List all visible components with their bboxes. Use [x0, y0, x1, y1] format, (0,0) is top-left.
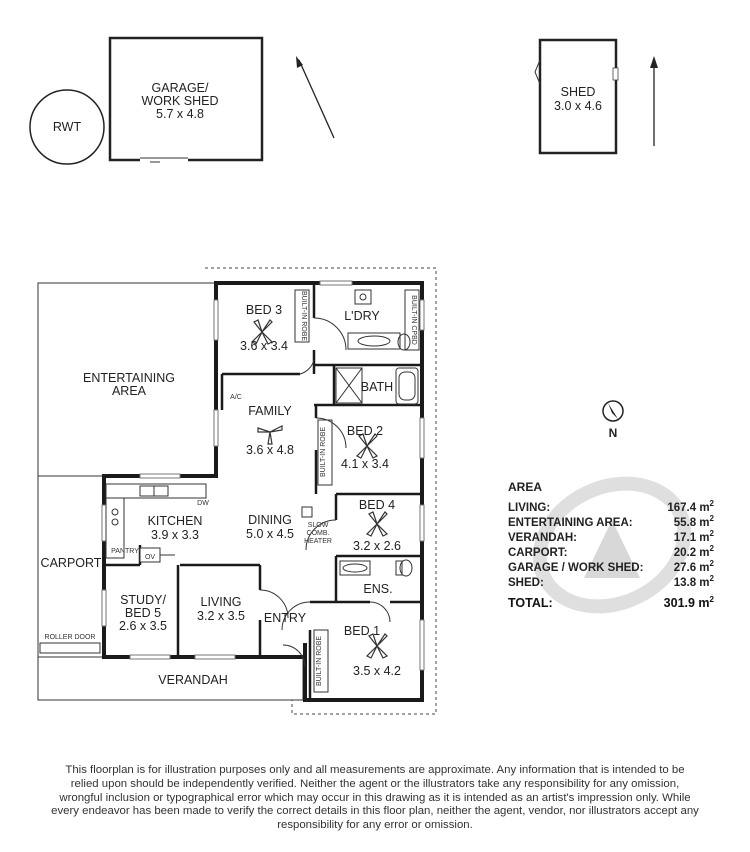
entertaining-label-line1: ENTERTAINING — [83, 371, 175, 385]
living-size: 3.2 x 3.5 — [197, 609, 245, 623]
laundry-cpbd-label: BUILT-IN CPBD — [410, 295, 417, 345]
north-arrow-vertical — [650, 56, 658, 146]
roller-door — [40, 643, 100, 653]
study-label-line2: BED 5 — [124, 606, 162, 620]
oven-label: OV — [144, 554, 156, 561]
bed1-label: BED 1 — [343, 624, 381, 638]
area-row-label: VERANDAH: — [508, 532, 577, 544]
dining-size: 5.0 x 4.5 — [246, 527, 294, 541]
ceiling-fan-icon — [258, 426, 282, 444]
compass-north-label: N — [608, 426, 618, 440]
area-total-value: 301.9 $m^2$ — [663, 595, 714, 610]
heater-label-line1: SLOW — [307, 522, 329, 529]
area-row-value: 27.6 $m^2$ — [673, 559, 714, 574]
heater-label-line2: COMB. — [306, 530, 330, 537]
area-total-label: TOTAL: — [508, 596, 553, 610]
aircon-label: A/C — [230, 394, 242, 401]
area-row-value: 20.2 $m^2$ — [673, 544, 714, 559]
ceiling-fan-icon — [367, 512, 387, 536]
bath-label: BATH — [360, 380, 394, 394]
bed2-size: 4.1 x 3.4 — [341, 457, 389, 471]
laundry-label: L'DRY — [344, 309, 380, 323]
disclaimer-text: This floorplan is for illustration purposes only and all measurements are approximate. Any information that is intended to be relied upon should be independently verified. Neither the agent or the illustrators take any responsibility for any omission, wrongful inclusion or typographical error which may occur in this drawing as it is intended as an artist's impression only. While every endeavor has been made to verify the correct details in this floor plan, neither the agent, vendor, nor illustrators accept any responsibility for any error or omission. — [51, 764, 699, 832]
ensuite-label: ENS. — [363, 582, 393, 596]
shed-size: 3.0 x 4.6 — [554, 99, 602, 113]
area-title: AREA — [508, 480, 543, 494]
area-row-value: 55.8 $m^2$ — [673, 514, 714, 529]
area-row-label: ENTERTAINING AREA: — [508, 517, 633, 529]
bed4-label: BED 4 — [358, 498, 396, 512]
rwt-label: RWT — [52, 120, 82, 134]
area-row-label: LIVING: — [508, 502, 551, 514]
heater-label-line3: HEATER — [304, 538, 332, 545]
kitchen-label: KITCHEN — [147, 514, 203, 528]
heater-icon — [302, 507, 312, 517]
dining-label: DINING — [248, 513, 292, 527]
study-size: 2.6 x 3.5 — [119, 619, 167, 633]
living-label: LIVING — [200, 595, 242, 609]
garage-size: 5.7 x 4.8 — [156, 107, 204, 121]
bed2-robe-label: BUILT-IN ROBE — [320, 426, 327, 478]
area-row-value: 167.4 $m^2$ — [667, 499, 714, 514]
bed1-size: 3.5 x 4.2 — [353, 664, 401, 678]
study-label-line1: STUDY/ — [120, 593, 166, 607]
shed-label: SHED — [560, 85, 596, 99]
compass-icon — [603, 401, 623, 421]
garage-label-line2: WORK SHED — [141, 94, 219, 108]
garage-label-line1: GARAGE/ — [151, 81, 209, 95]
dishwasher-label: DW — [197, 500, 209, 507]
bed3-label: BED 3 — [245, 303, 283, 317]
bed3-size: 3.6 x 3.4 — [240, 339, 288, 353]
area-row-label: GARAGE / WORK SHED: — [508, 562, 644, 574]
bed3-robe-label: BUILT-IN ROBE — [300, 290, 307, 342]
north-arrow-diagonal — [296, 56, 334, 138]
roller-door-label: ROLLER DOOR — [44, 634, 96, 641]
pantry-label: PANTRY — [111, 548, 139, 555]
entertaining-label-line2: AREA — [111, 384, 147, 398]
bed4-size: 3.2 x 2.6 — [353, 539, 401, 553]
area-row-label: CARPORT: — [508, 547, 568, 559]
entry-label: ENTRY — [263, 611, 307, 625]
kitchen-size: 3.9 x 3.3 — [151, 528, 199, 542]
verandah-label: VERANDAH — [158, 673, 228, 687]
carport-label: CARPORT — [40, 556, 102, 570]
area-row-value: 17.1 $m^2$ — [673, 529, 714, 544]
area-row-value: 13.8 $m^2$ — [673, 574, 714, 589]
area-row-label: SHED: — [508, 577, 544, 589]
bed2-label: BED 2 — [346, 424, 384, 438]
ensuite-fixtures — [340, 560, 412, 576]
bed1-robe-label: BUILT-IN ROBE — [316, 635, 323, 687]
family-size: 3.6 x 4.8 — [246, 443, 294, 457]
family-label: FAMILY — [248, 404, 292, 418]
